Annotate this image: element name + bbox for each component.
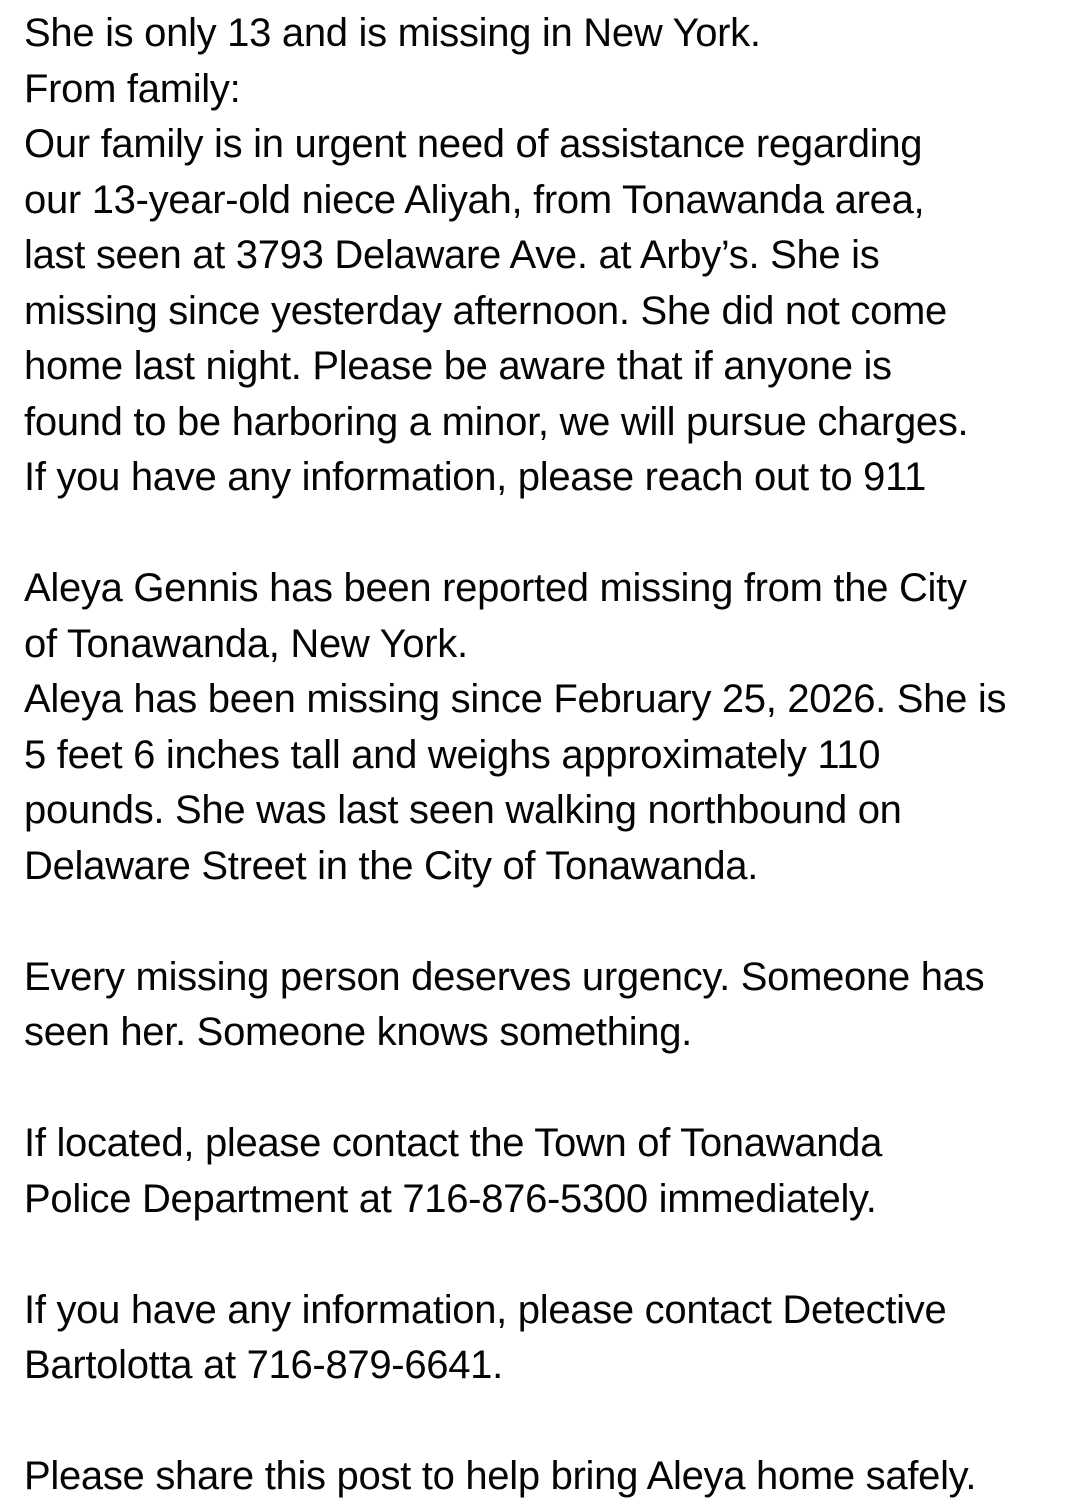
blank-line	[24, 1061, 1062, 1117]
text-line: If you have any information, please reach out to 911	[24, 455, 927, 499]
text-line: Bartolotta at 716-879-6641.	[24, 1343, 503, 1387]
text-line: Delaware Street in the City of Tonawanda.	[24, 843, 759, 888]
text-line: If located, please contact the Town of Tonawanda	[24, 1121, 883, 1165]
text-line: If you have any information, please contact Detective	[24, 1287, 947, 1332]
text-line: Aleya Gennis has been reported missing from the City	[24, 566, 967, 610]
text-line: last seen at 3793 Delaware Ave. at Arby’s. She is	[24, 233, 880, 277]
text-line: Aleya has been missing since February 25, 2026. She is	[24, 677, 1007, 721]
text-line: missing since yesterday afternoon. She did not come	[24, 288, 947, 333]
text-line: Every missing person deserves urgency. Someone has	[24, 954, 985, 999]
text-line: She is only 13 and is missing in New York.	[24, 11, 761, 55]
blank-line	[24, 506, 1062, 562]
text-line: found to be harboring a minor, we will pursue charges.	[24, 399, 969, 444]
blank-line	[24, 1394, 1062, 1450]
text-line: 5 feet 6 inches tall and weighs approximately 110	[24, 732, 881, 777]
text-line: Police Department at 716-876-5300 immediately.	[24, 1176, 877, 1221]
text-line: Our family is in urgent need of assistance regarding	[24, 122, 923, 166]
blank-line	[24, 1227, 1062, 1283]
text-line: our 13-year-old niece Aliyah, from Tonawanda area,	[24, 177, 925, 222]
blank-line	[24, 894, 1062, 950]
text-line: seen her. Someone knows something.	[24, 1010, 692, 1054]
text-line: home last night. Please be aware that if anyone is	[24, 344, 892, 388]
text-line: pounds. She was last seen walking northbound on	[24, 788, 902, 832]
text-line: Please share this post to help bring Aleya home safely.	[24, 1454, 977, 1498]
text-line: From family:	[24, 66, 241, 111]
text-line: of Tonawanda, New York.	[24, 621, 468, 666]
